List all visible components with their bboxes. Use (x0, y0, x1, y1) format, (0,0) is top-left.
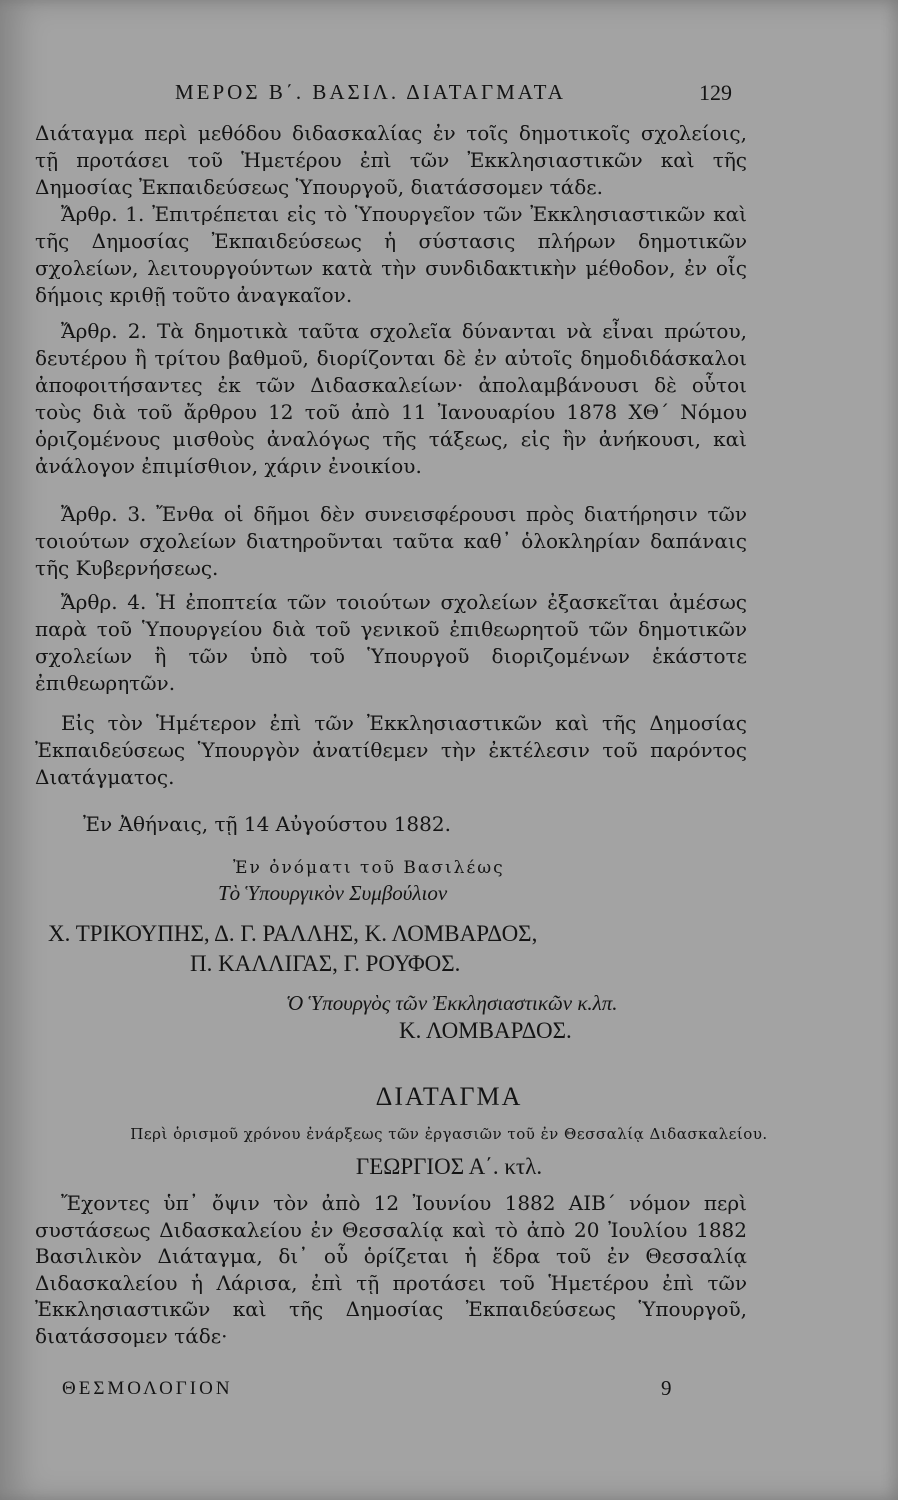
article-2: Ἄρθρ. 2. Τὰ δημοτικὰ ταῦτα σχολεῖα δύνανται νὰ εἶναι πρώτου, δευτέρου ἢ τρίτου βαθμοῦ, διορίζονται δὲ ἐν αὐτοῖς δημοδιδάσκαλοι ἀποφοιτήσαντες ἐκ τῶν Διδασκαλείων· ἀπολαμβάνουσι δὲ οὗτοι τοὺς διὰ τοῦ ἄρθρου 12 τοῦ ἀπὸ 11 Ἰανουαρίου 1878 ΧΘ΄ Νόμου ὁριζομένους μισθοὺς ἀναλόγως τῆς τάξεως, εἰς ἣν ἀνήκουσι, καὶ ἀνάλογον ἐπιμίσθιον, χάριν ἐνοικίου. (35, 319, 747, 478)
running-header (0, 80, 898, 112)
date-line: Ἐν Ἀθήναις, τῇ 14 Αὐγούστου 1882. (83, 812, 451, 836)
article-3: Ἄρθρ. 3. Ἔνθα οἱ δῆμοι δὲν συνεισφέρουσι πρὸς διατήρησιν τῶν τοιούτων σχολείων διατηροῦνται ταῦτα καθ᾽ ὁλοκληρίαν δαπάναις τῆς Κυβερνήσεως. (35, 502, 747, 580)
minister-title: Ὁ Ὑπουργὸς τῶν Ἐκκλησιαστικῶν κ.λπ. (286, 991, 618, 1015)
minister-name: Κ. ΛΟΜΒΑΡΔΟΣ. (399, 1018, 572, 1043)
ministerial-council: Τὸ Ὑπουργικὸν Συμβούλιον (218, 881, 448, 905)
decree-heading: ΔΙΑΤΑΓΜΑ (375, 1082, 523, 1111)
signatories-line-2: Π. ΚΑΛΛΙΓΑΣ, Γ. ΡΟΥΦΟΣ. (190, 951, 461, 976)
page-number: 129 (699, 80, 732, 105)
closing-paragraph: Εἰς τὸν Ἡμέτερον ἐπὶ τῶν Ἐκκλησιαστικῶν καὶ τῆς Δημοσίας Ἐκπαιδεύσεως Ὑπουργὸν ἀνατίθεμεν τὴν ἐκτέλεσιν τοῦ παρόντος Διατάγματος. (35, 711, 747, 789)
article-1: Ἄρθρ. 1. Ἐπιτρέπεται εἰς τὸ Ὑπουργεῖον τῶν Ἐκκλησιαστικῶν καὶ τῆς Δημοσίας Ἐκπαιδεύσεως ἡ σύστασις πλήρων δημοτικῶν σχολείων, λειτουργούντων κατὰ τὴν συνδιδακτικὴν μέθοδον, ἐν οἷς δήμοις κριθῇ τοῦτο ἀναγκαῖον. (35, 202, 747, 307)
decree-text: Ἔχοντες ὑπ᾽ ὄψιν τὸν ἀπὸ 12 Ἰουνίου 1882 ΑΙΒ΄ νόμον περὶ συστάσεως Διδασκαλείου ἐν Θεσσαλίᾳ καὶ τὸ ἀπὸ 20 Ἰουλίου 1882 Βασιλικὸν Διάταγμα, δι᾽ οὗ ὁρίζεται ἡ ἕδρα τοῦ ἐν Θεσσαλίᾳ Διδασκαλείου ἡ Λάρισα, ἐπὶ τῇ προτάσει τοῦ Ἡμετέρου ἐπὶ τῶν Ἐκκλησιαστικῶν καὶ τῆς Δημοσίας Ἐκπαιδεύσεως Ὑπουργοῦ, διατάσσομεν τάδε· (35, 1191, 747, 1348)
king-line: ΓΕΩΡΓΙΟΣ Α΄. κτλ. (355, 1154, 543, 1179)
footer-collection-title: ΘΕΣΜΟΛΟΓΙΟΝ (62, 1378, 233, 1399)
header-title: ΜΕΡΟΣ Β΄. ΒΑΣΙΛ. ΔΙΑΤΑΓΜΑΤΑ (175, 80, 566, 104)
decree-subtitle: Περὶ ὁρισμοῦ χρόνου ἐνάρξεως τῶν ἐργασιῶν τοῦ ἐν Θεσσαλίᾳ Διδασκαλείου. (130, 1125, 768, 1143)
intro-paragraph: Διάταγμα περὶ μεθόδου διδασκαλίας ἐν τοῖς δημοτικοῖς σχολείοις, τῇ προτάσει τοῦ Ἡμετέρου ἐπὶ τῶν Ἐκκλησιαστικῶν καὶ τῆς Δημοσίας Ἐκπαιδεύσεως Ὑπουργοῦ, διατάσσομεν τάδε. (35, 121, 747, 199)
in-name-of-king: Ἐν ὀνόματι τοῦ Βασιλέως (233, 858, 505, 878)
article-4: Ἄρθρ. 4. Ἡ ἐποπτεία τῶν τοιούτων σχολείων ἐξασκεῖται ἀμέσως παρὰ τοῦ Ὑπουργείου διὰ τοῦ γενικοῦ ἐπιθεωρητοῦ τῶν δημοτικῶν σχολείων ἢ τῶν ὑπὸ τοῦ Ὑπουργοῦ διοριζομένων ἑκάστοτε ἐπιθεωρητῶν. (35, 590, 747, 695)
signatories-line-1: Χ. ΤΡΙΚΟΥΠΗΣ, Δ. Γ. ΡΑΛΛΗΣ, Κ. ΛΟΜΒΑΡΔΟΣ, (48, 921, 538, 946)
signature-mark: 9 (661, 1376, 672, 1400)
